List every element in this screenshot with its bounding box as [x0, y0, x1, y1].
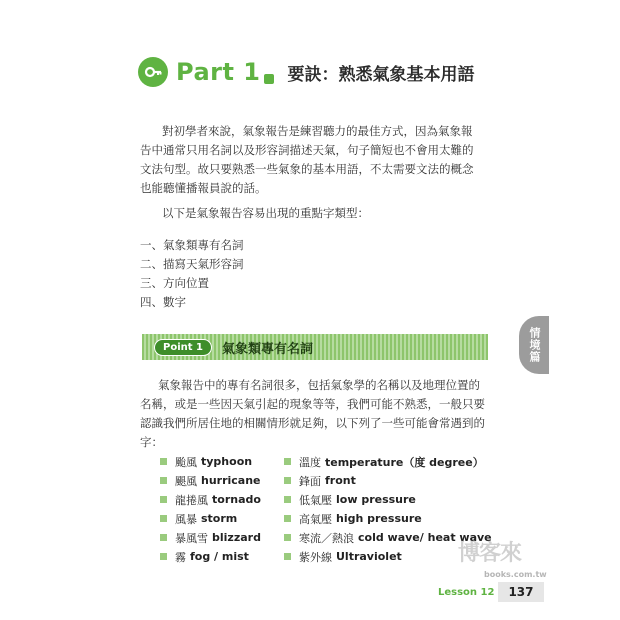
vocab-item — [160, 509, 261, 528]
list-item: 三、方向位置 — [140, 276, 209, 290]
bullet-icon — [160, 553, 167, 560]
vocab-zh: 颱風 — [175, 455, 197, 469]
list-item: 一、氣象類專有名詞 — [140, 238, 244, 252]
vocab-zh: 高氣壓 — [299, 512, 332, 526]
bullet-icon — [160, 458, 167, 465]
vocab-en: low pressure — [336, 493, 416, 506]
vocab-zh: 龍捲風 — [175, 493, 208, 507]
vocab-en: storm — [201, 512, 238, 525]
vocab-zh: 風暴 — [175, 512, 197, 526]
list-item: 二、描寫天氣形容詞 — [140, 257, 244, 271]
vocab-en: blizzard — [212, 531, 261, 544]
lesson-label: Lesson 12 — [438, 586, 495, 598]
key-icon — [138, 57, 168, 87]
type-list — [140, 236, 244, 312]
point-badge: Point 1 — [154, 339, 212, 356]
bullet-icon — [284, 458, 291, 465]
bullet-icon — [284, 477, 291, 484]
vocab-item — [160, 547, 261, 566]
vocab-en: high pressure — [336, 512, 422, 525]
vocab-en: temperature（度 degree） — [325, 455, 484, 469]
bullet-icon — [160, 515, 167, 522]
bullet-icon — [284, 496, 291, 503]
vocab-column-left — [160, 452, 261, 566]
vocab-en: front — [325, 474, 356, 487]
lead-paragraph: 以下是氣象報告容易出現的重點字類型： — [162, 206, 369, 220]
bullet-icon — [160, 496, 167, 503]
vocab-en: tornado — [212, 493, 261, 506]
vocab-item — [284, 490, 492, 509]
bullet-icon — [284, 534, 291, 541]
intro-paragraph: 對初學者來說，氣象報告是練習聽力的最佳方式，因為氣象報告中通常只用名詞以及形容詞描述天氣，句子簡短也不會用太難的文法句型。故只要熟悉一些氣象的基本用語，不太需要文法的概念也能聽懂播報員說的話。 — [140, 124, 474, 195]
page-footer — [438, 580, 544, 604]
section-header — [138, 54, 475, 90]
part-label: Part 1 — [176, 58, 261, 86]
part-marker — [264, 74, 274, 84]
page-title: 要訣：熟悉氣象基本用語 — [287, 64, 475, 85]
vocab-zh: 寒流／熱浪 — [299, 531, 354, 545]
vocab-item — [284, 471, 492, 490]
vocab-zh: 鋒面 — [299, 474, 321, 488]
vocab-zh: 溫度 — [299, 455, 321, 469]
vocab-en: cold wave/ heat wave — [358, 531, 492, 544]
vocab-zh: 紫外線 — [299, 550, 332, 564]
chapter-side-tab[interactable]: 情境篇 — [519, 316, 549, 374]
vocab-en: Ultraviolet — [336, 550, 402, 563]
point-title: 氣象類專有名詞 — [221, 341, 313, 357]
bullet-icon — [160, 477, 167, 484]
watermark-text: 博客來 — [458, 541, 522, 566]
vocab-item — [284, 452, 492, 471]
vocab-item — [160, 528, 261, 547]
vocab-item — [160, 471, 261, 490]
vocab-zh: 霧 — [175, 550, 186, 564]
vocab-zh: 暴風雪 — [175, 531, 208, 545]
vocab-en: hurricane — [201, 474, 261, 487]
page-number: 137 — [498, 582, 543, 602]
vocab-en: typhoon — [201, 455, 253, 468]
point-paragraph: 氣象報告中的專有名詞很多，包括氣象學的名稱以及地理位置的名稱，或是一些因天氣引起的現象等等，我們可能不熟悉，一般只要認識我們所居住地的相關情形就足夠，以下列了一些可能會常遇到的字： — [140, 378, 485, 449]
vocab-item — [284, 509, 492, 528]
watermark-url: books.com.tw — [484, 570, 547, 579]
bullet-icon — [284, 515, 291, 522]
bullet-icon — [284, 553, 291, 560]
vocab-zh: 颶風 — [175, 474, 197, 488]
vocab-item — [160, 452, 261, 471]
vocab-en: fog / mist — [190, 550, 249, 563]
list-item: 四、數字 — [140, 295, 186, 309]
vocab-item — [160, 490, 261, 509]
point-banner — [142, 334, 488, 360]
vocab-zh: 低氣壓 — [299, 493, 332, 507]
bullet-icon — [160, 534, 167, 541]
